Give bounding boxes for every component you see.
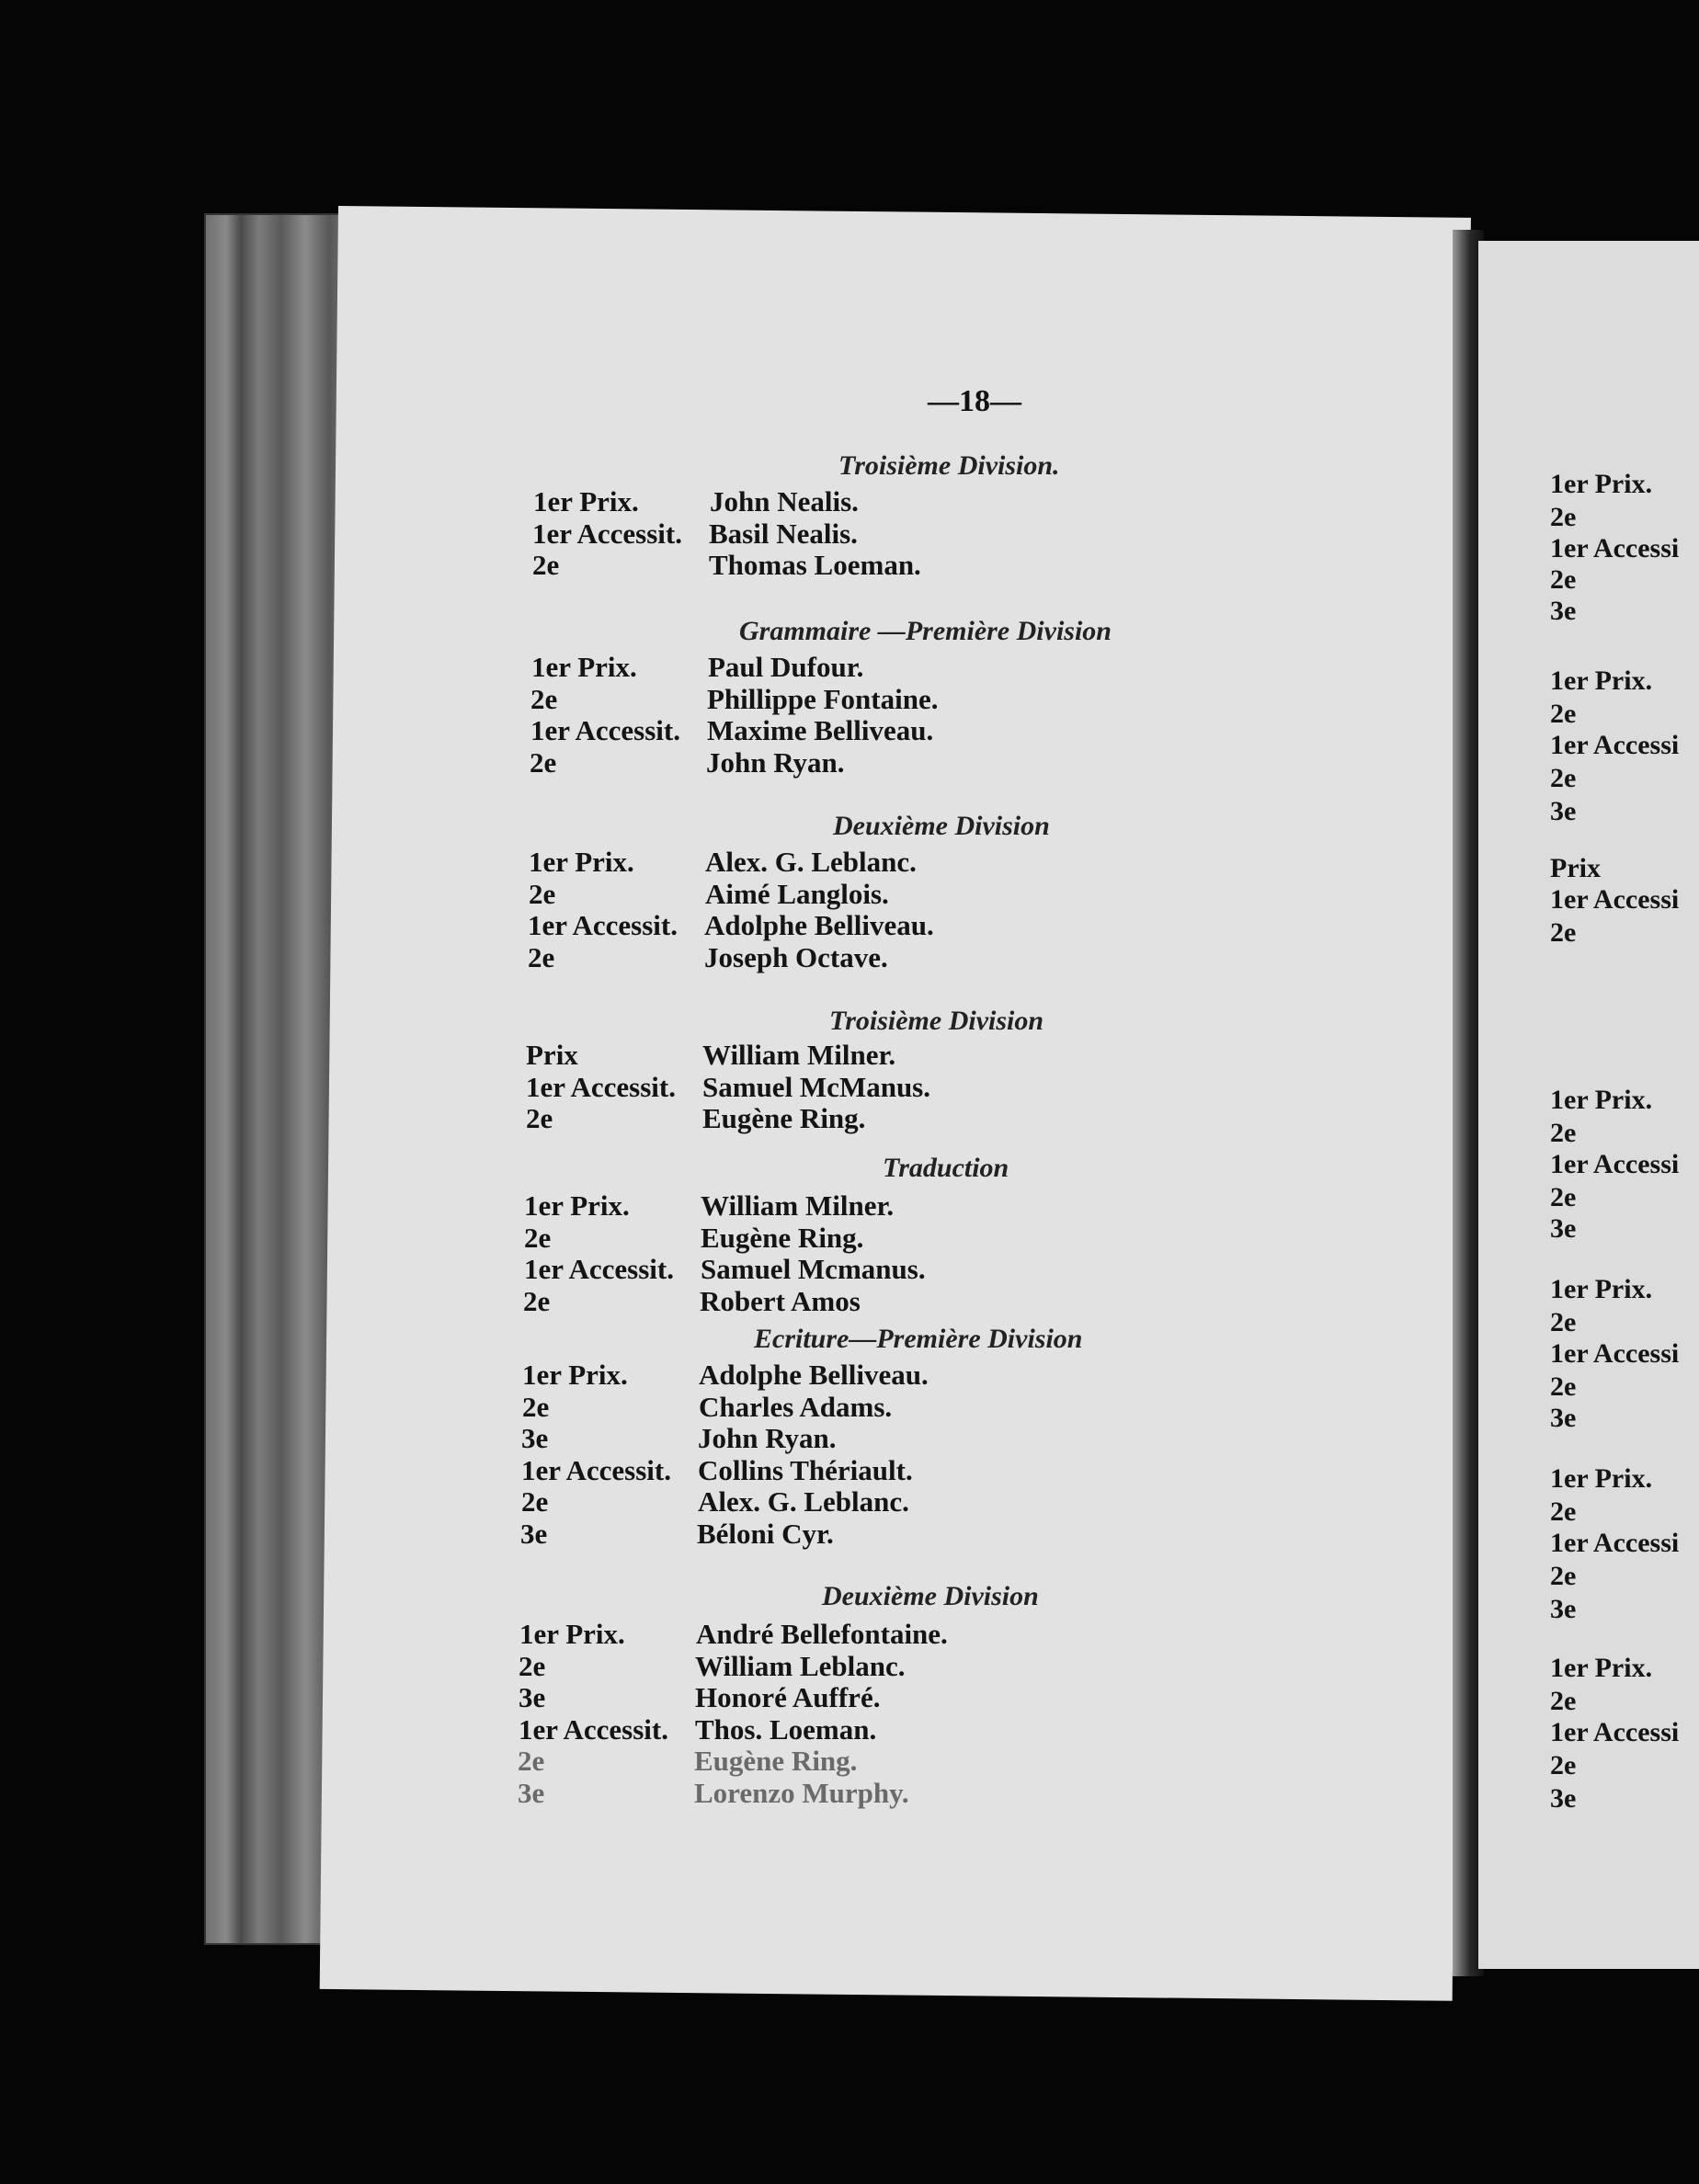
right-page-rank: 1er Accessi: [1550, 730, 1680, 760]
right-page-rank: 1er Prix.: [1550, 1653, 1653, 1683]
right-page-rank: 3e: [1550, 596, 1577, 626]
right-page-rank: Prix: [1550, 853, 1601, 883]
prize-rank: 2e: [522, 1390, 550, 1423]
prize-rank: 1er Prix.: [529, 846, 634, 878]
prize-rank: 2e: [530, 745, 557, 779]
student-name: William Milner.: [701, 1189, 895, 1222]
right-page-rank: 3e: [1550, 1213, 1577, 1244]
right-page-rank: 3e: [1550, 1403, 1577, 1433]
prize-rank: 1er Accessit.: [521, 1453, 671, 1486]
right-page-rank: 1er Accessi: [1550, 1717, 1680, 1747]
section-heading: Troisième Division.: [838, 450, 1060, 481]
student-name: Joseph Octave.: [704, 940, 888, 973]
student-name: Samuel Mcmanus.: [701, 1253, 926, 1285]
student-name: Lorenzo Murphy.: [694, 1776, 909, 1809]
student-name: Samuel McManus.: [702, 1070, 930, 1103]
student-name: Maxime Belliveau.: [707, 714, 934, 746]
right-page-rank: 1er Prix.: [1550, 1085, 1653, 1115]
student-name: Honoré Auffré.: [695, 1681, 881, 1713]
prize-rank: 2e: [521, 1485, 549, 1518]
prize-rank: 2e: [523, 1284, 551, 1317]
right-page-rank: 2e: [1550, 1307, 1577, 1337]
prize-rank: 1er Prix.: [533, 485, 639, 518]
student-name: Aimé Langlois.: [705, 877, 889, 910]
student-name: Adolphe Belliveau.: [699, 1359, 929, 1391]
prize-rank: Prix: [526, 1039, 578, 1071]
student-name: William Leblanc.: [695, 1649, 906, 1682]
section-heading: Ecriture—Première Division: [754, 1324, 1083, 1354]
prize-rank: 2e: [519, 1649, 546, 1682]
right-page-rank: 2e: [1550, 1182, 1577, 1212]
right-page-rank: 2e: [1550, 1118, 1577, 1148]
student-name: André Bellefontaine.: [696, 1618, 948, 1650]
prize-rank: 1er Accessit.: [532, 517, 682, 550]
right-page-rank: 2e: [1550, 699, 1577, 729]
right-page-rank: 1er Accessi: [1550, 1149, 1680, 1179]
prize-rank: 2e: [530, 682, 558, 715]
right-page-rank: 2e: [1550, 502, 1577, 532]
section-heading: Deuxième Division: [833, 811, 1050, 841]
student-name: Béloni Cyr.: [697, 1517, 834, 1550]
prize-rank: 2e: [528, 940, 555, 973]
student-name: Phillippe Fontaine.: [707, 682, 939, 715]
student-name: John Ryan.: [698, 1422, 837, 1454]
right-page-rank: 2e: [1550, 1561, 1577, 1591]
student-name: Thomas Loeman.: [709, 549, 921, 581]
right-page-rank: 1er Accessi: [1550, 884, 1680, 915]
right-page-rank: 1er Prix.: [1550, 469, 1653, 499]
right-page-rank: 1er Prix.: [1550, 665, 1653, 696]
right-page-rank: 2e: [1550, 1371, 1577, 1402]
prize-rank: 2e: [529, 877, 556, 910]
prize-rank: 1er Prix.: [519, 1618, 625, 1650]
prize-rank: 2e: [524, 1221, 552, 1254]
right-page-rank: 1er Prix.: [1550, 1463, 1653, 1494]
prize-rank: 1er Accessit.: [519, 1712, 668, 1746]
student-name: John Nealis.: [710, 485, 859, 518]
student-name: Adolphe Belliveau.: [704, 909, 934, 941]
prize-rank: 3e: [519, 1681, 546, 1713]
right-page-rank: 2e: [1550, 763, 1577, 793]
student-name: Basil Nealis.: [709, 517, 858, 550]
student-name: William Milner.: [702, 1039, 896, 1071]
student-name: Paul Dufour.: [708, 651, 864, 683]
student-name: Eugène Ring.: [701, 1221, 864, 1254]
right-page-rank: 1er Accessi: [1550, 1338, 1680, 1369]
student-name: Eugène Ring.: [694, 1745, 858, 1777]
student-name: Alex. G. Leblanc.: [705, 846, 917, 878]
prize-rank: 2e: [526, 1102, 553, 1134]
student-name: Robert Amos: [700, 1284, 861, 1317]
page-number: —18—: [928, 384, 1021, 418]
right-page-rank: 1er Prix.: [1550, 1274, 1653, 1304]
prize-rank: 1er Accessit.: [526, 1070, 676, 1103]
right-page-rank: 2e: [1550, 1496, 1577, 1527]
right-page-rank: 1er Accessi: [1550, 533, 1680, 563]
section-heading: Troisième Division: [829, 1006, 1044, 1036]
right-page-rank: 2e: [1550, 1750, 1577, 1780]
prize-rank: 3e: [520, 1517, 548, 1550]
section-heading: Traduction: [883, 1153, 1009, 1183]
student-name: John Ryan.: [706, 745, 845, 779]
right-page-rank: 2e: [1550, 917, 1577, 948]
right-page-rank: 2e: [1550, 564, 1577, 595]
right-page-rank: 1er Accessi: [1550, 1528, 1680, 1558]
prize-rank: 2e: [532, 549, 560, 581]
prize-rank: 1er Prix.: [522, 1359, 628, 1391]
prize-rank: 2e: [518, 1745, 545, 1777]
student-name: Thos. Loeman.: [695, 1712, 877, 1746]
section-heading: Deuxième Division: [822, 1581, 1039, 1611]
section-heading: Grammaire —Première Division: [739, 616, 1112, 646]
right-page-rank: 3e: [1550, 1594, 1577, 1624]
student-name: Charles Adams.: [699, 1390, 893, 1423]
prize-rank: 1er Prix.: [524, 1189, 630, 1222]
prize-rank: 1er Accessit.: [528, 909, 678, 941]
prize-rank: 1er Accessit.: [530, 714, 680, 746]
prize-rank: 1er Accessit.: [524, 1253, 674, 1285]
prize-rank: 1er Prix.: [531, 651, 637, 683]
student-name: Collins Thériault.: [698, 1453, 913, 1486]
right-page-rank: 3e: [1550, 796, 1577, 826]
student-name: Eugène Ring.: [702, 1102, 866, 1134]
student-name: Alex. G. Leblanc.: [698, 1485, 909, 1518]
right-page-rank: 3e: [1550, 1783, 1577, 1814]
prize-rank: 3e: [521, 1422, 549, 1454]
prize-rank: 3e: [518, 1776, 545, 1809]
right-page-rank: 2e: [1550, 1686, 1577, 1716]
